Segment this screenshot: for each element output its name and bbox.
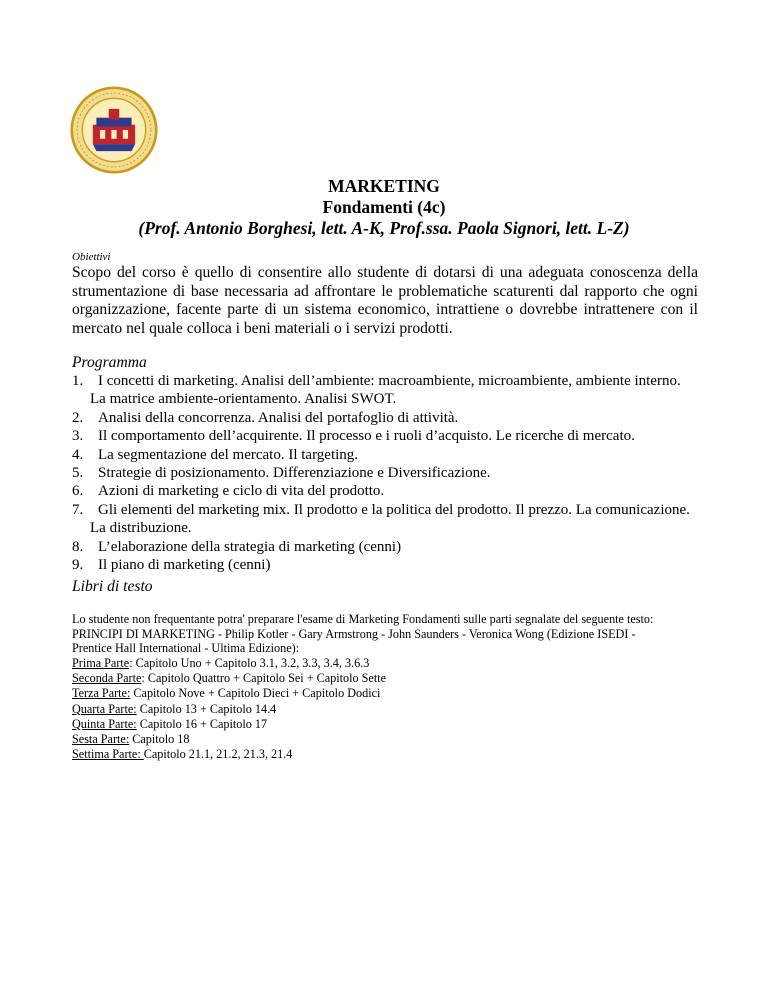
item-continuation: La matrice ambiente-orientamento. Analisi SWOT. xyxy=(90,391,397,408)
part-line xyxy=(72,656,386,671)
libri-intro xyxy=(72,612,672,656)
item-number: 6. xyxy=(72,483,84,500)
list-item xyxy=(72,409,704,427)
part-line xyxy=(72,702,386,717)
item-text: Azioni di marketing e ciclo di vita del prodotto. xyxy=(98,483,385,500)
parts-list xyxy=(72,656,386,762)
obiettivi-paragraph: Scopo del corso è quello di consentire allo studente di dotarsi di una adeguata conoscenza della strumentazione di base necessaria ad affrontare le problematiche scaturenti dal rapporto che ogni organizzazione, facente parte di un sistema economico, intrattiene o dovrebbe intrattenere con il mercato nel quale colloca i beni materiali o i servizi prodotti. xyxy=(72,264,698,337)
part-text: Capitolo Nove + Capitolo Dieci + Capitolo Dodici xyxy=(130,686,381,701)
list-item xyxy=(72,482,704,500)
title-block xyxy=(60,176,708,239)
list-item xyxy=(72,372,704,409)
item-text: Strategie di posizionamento. Differenziazione e Diversificazione. xyxy=(98,465,491,482)
university-seal-icon xyxy=(70,86,158,174)
page-title: MARKETING xyxy=(328,176,440,196)
list-item xyxy=(72,446,704,464)
libri-intro-line: PRINCIPI DI MARKETING - Philip Kotler - Gary Armstrong - John Saunders - Veronica Wong (Edizione ISEDI - xyxy=(72,626,636,641)
libri-intro-line: Lo studente non frequentante potra' preparare l'esame di Marketing Fondamenti sulle parti segnalate del seguente testo: xyxy=(72,612,654,626)
course-subtitle: Fondamenti (4c) xyxy=(322,197,446,217)
part-line xyxy=(72,732,386,747)
professors-line: (Prof. Antonio Borghesi, lett. A-K, Prof.ssa. Paola Signori, lett. L-Z) xyxy=(138,218,630,238)
item-text: Gli elementi del marketing mix. Il prodotto e la politica del prodotto. Il prezzo. La comunicazione. xyxy=(98,501,690,518)
item-text: La segmentazione del mercato. Il targeting. xyxy=(98,446,359,463)
part-label: Prima Parte xyxy=(72,656,130,670)
list-item xyxy=(72,538,704,556)
item-continuation: La distribuzione. xyxy=(90,520,192,537)
programma-heading: Programma xyxy=(72,354,147,371)
part-label: Seconda Parte xyxy=(72,671,142,686)
part-text: Capitolo 18 xyxy=(129,732,190,747)
part-text: : Capitolo Quattro + Capitolo Sei + Capitolo Sette xyxy=(141,671,387,686)
part-text: Capitolo 13 + Capitolo 14.4 xyxy=(136,701,277,716)
part-text: Capitolo 16 + Capitolo 17 xyxy=(136,716,268,731)
item-text: Il piano di marketing (cenni) xyxy=(98,557,271,574)
part-line xyxy=(72,686,386,701)
part-line xyxy=(72,671,386,686)
item-number: 4. xyxy=(72,446,84,463)
libri-heading: Libri di testo xyxy=(72,578,153,595)
item-number: 1. xyxy=(72,373,84,389)
libri-intro-line: Prentice Hall International - Ultima Edizione): xyxy=(72,641,300,656)
obiettivi-label: Obiettivi xyxy=(72,251,111,263)
part-text: Capitolo 21.1, 21.2, 21.3, 21.4 xyxy=(143,747,293,762)
list-item xyxy=(72,427,704,445)
part-label: Quarta Parte: xyxy=(72,701,137,716)
item-number: 3. xyxy=(72,428,84,445)
part-label: Terza Parte: xyxy=(72,686,131,701)
item-number: 8. xyxy=(72,538,84,555)
item-number: 9. xyxy=(72,557,84,574)
part-label: Sesta Parte: xyxy=(72,732,130,747)
item-text: Il comportamento dell’acquirente. Il processo e i ruoli d’acquisto. Le ricerche di mercato. xyxy=(98,428,635,445)
part-text: : Capitolo Uno + Capitolo 3.1, 3.2, 3.3, 3.4, 3.6.3 xyxy=(129,656,370,670)
list-item xyxy=(72,464,704,482)
item-text: Analisi della concorrenza. Analisi del portafoglio di attività. xyxy=(98,409,459,426)
item-text: L’elaborazione della strategia di marketing (cenni) xyxy=(98,538,402,555)
item-number: 2. xyxy=(72,409,84,426)
part-label: Settima Parte: xyxy=(72,747,144,762)
item-number: 5. xyxy=(72,465,84,482)
item-text: I concetti di marketing. Analisi dell’ambiente: macroambiente, microambiente, ambiente interno. xyxy=(98,373,681,389)
list-item xyxy=(72,501,704,538)
part-label: Quinta Parte: xyxy=(72,716,137,731)
list-item xyxy=(72,556,704,574)
item-number: 7. xyxy=(72,501,84,518)
part-line xyxy=(72,747,386,762)
programma-list xyxy=(72,372,704,574)
part-line xyxy=(72,717,386,732)
